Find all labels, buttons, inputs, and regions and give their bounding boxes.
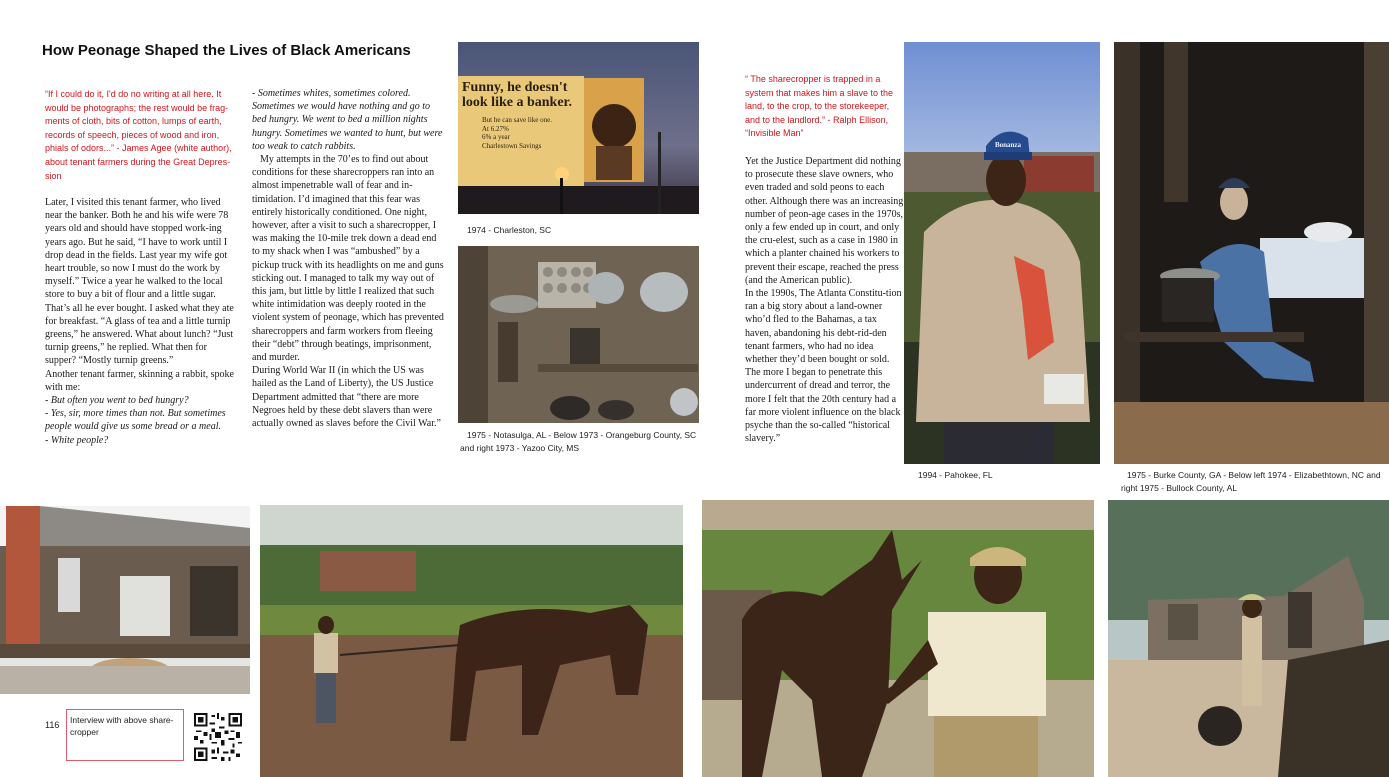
mule-man-photo (702, 500, 1094, 777)
billboard-photo (458, 42, 699, 214)
ellison-quote: “ The sharecropper is trapped in a system that makes him a slave to the land, to the crop, to the storekeeper, and to the landlord.” - Ralph Ellison, “Invisible Man” (745, 74, 894, 139)
dialogue-line (45, 434, 240, 447)
burke-county-photo (1114, 42, 1389, 464)
paragraph: My attempts in the 70’es to find out about conditions for these sharecroppers ran into an almost impenetrable wall of fear and in-timidation. I’d imagined that this fear was entirely historically conditioned. One night, however, after a visit to such a sharecropper, I was making the 10-mile trek down a dead end to my shack when I was “ambushed” by a pickup truck with its headlights on me and guns sticking out. I managed to talk my way out of this jam, but little by little I realized that such white intimidation was deeply rooted in the violent system of peonage, which has prevented sharecroppers and farm workers from fleeing their “debt” through beatings, imprisonment, and murder. (252, 154, 444, 364)
billboard-text (482, 116, 582, 150)
paragraph: Yet the Justice Department did nothing to prosecute these slave owners, who even traded and sold peons to each other. Although there was an increasing number of peon-age cases in the 1970s, only a few ended up in court, and only the cru-elest, such as a case in 1980 in which a planter chained his workers to prevent their escape, reached the press (and the American public). (745, 156, 904, 286)
pahokee-photo (904, 42, 1100, 464)
page-title: How Peonage Shaped the Lives of Black Americans (42, 42, 411, 59)
dialogue-line (45, 394, 240, 407)
billboard-line: But he can save like one. (482, 116, 552, 124)
plowing-mule-photo (260, 505, 683, 777)
dialogue-line (252, 87, 444, 153)
caption-pahokee: 1994 - Pahokee, FL (918, 470, 993, 480)
page-number: 116 (45, 720, 60, 730)
dialogue-text: - But often you went to bed hungry? (45, 395, 189, 407)
qr-code[interactable] (194, 713, 242, 761)
paragraph: In the 1990s, The Atlanta Constitu-tion ran a big story about a land-owner who’d fled to the Bahamas, a tax haven, abandoning his debt-rid-den tenant farmers, who had no idea whether they’d been bought or sold. The more I began to penetrate this undercurrent of dread and terror, the more I felt that the 20th century had a far more violent influence on the black psyche than the so-called “historical slavery.” (745, 288, 902, 445)
dialogue-text: - Yes, sir, more times than not. But sometimes people would give us some bread or a meal. (45, 408, 226, 433)
column-2-text (252, 87, 444, 430)
agee-quote: “If I could do it, I'd do no writing at all here. It would be photographs; the rest would be frag-ments of cloth, bits of cotton, lumps of earth, records of speech, pieces of wood and iron, phials of odors...” - James Agee (white author), about tenant farmers during the Great Depres-sion (45, 89, 232, 181)
cap-text: Bonanza (994, 141, 1022, 149)
caption-text: 1975 - Notasulga, AL - Below 1973 - Orangeburg County, SC and right 1973 - Yazoo City, MS (460, 430, 697, 453)
dialogue-text: - White people? (45, 434, 109, 446)
billboard-line: 6% a year (482, 133, 510, 141)
billboard-line: Charlestown Savings (482, 141, 542, 150)
cabin-porch-photo (0, 506, 250, 694)
column-3-text (745, 155, 905, 445)
paragraph: Another tenant farmer, skinning a rabbit, spoke with me: (45, 368, 234, 393)
caption-text: 1975 - Burke County, GA - Below left 1974 - Elizabethtown, NC and right 1975 - Bullock County, AL (1121, 470, 1381, 493)
interview-link[interactable]: Interview with above share-cropper (66, 709, 184, 761)
caption-notasulga (460, 429, 705, 454)
dialogue-text: - Sometimes whites, sometimes colored. Sometimes we would have nothing and go to bed hungry. We went to bed a million nights hungry. Sometimes we wanted to hunt, but were too weak to catch rabbits. (252, 88, 443, 152)
caption-charleston: 1974 - Charleston, SC (467, 225, 552, 235)
caption-burke (1121, 469, 1389, 494)
paragraph: During World War II (in which the US was hailed as the Land of Liberty), the US Justice Department admitted that “there are more Negroes held by these debt slavers than were actually owned as slaves before the Civil War.” (252, 365, 441, 430)
cabin-woman-photo (1108, 500, 1389, 777)
billboard-headline: Funny, he doesn't look like a banker. (462, 80, 572, 110)
kitchen-photo (458, 246, 699, 423)
column-1-text (45, 196, 240, 447)
billboard-line: At 6.27% (482, 124, 509, 133)
dialogue-line (45, 407, 240, 433)
paragraph: Later, I visited this tenant farmer, who lived near the banker. Both he and his wife were 78 years old and should have stopped work-ing years ago. But he said, “I have to work until I drop dead in the fields. Last year my wife got heart trouble, so now I must do the work by myself.” Twice a year he walked to the local store to buy a bit of flour and a little sugar. That’s all he ever bought. I asked what they ate for breakfast. “A glass of tea and a little turnip greens,” he answered. What about lunch? “Just turnip greens,” he replied. What then for supper? “Mostly turnip greens.” (45, 197, 234, 367)
